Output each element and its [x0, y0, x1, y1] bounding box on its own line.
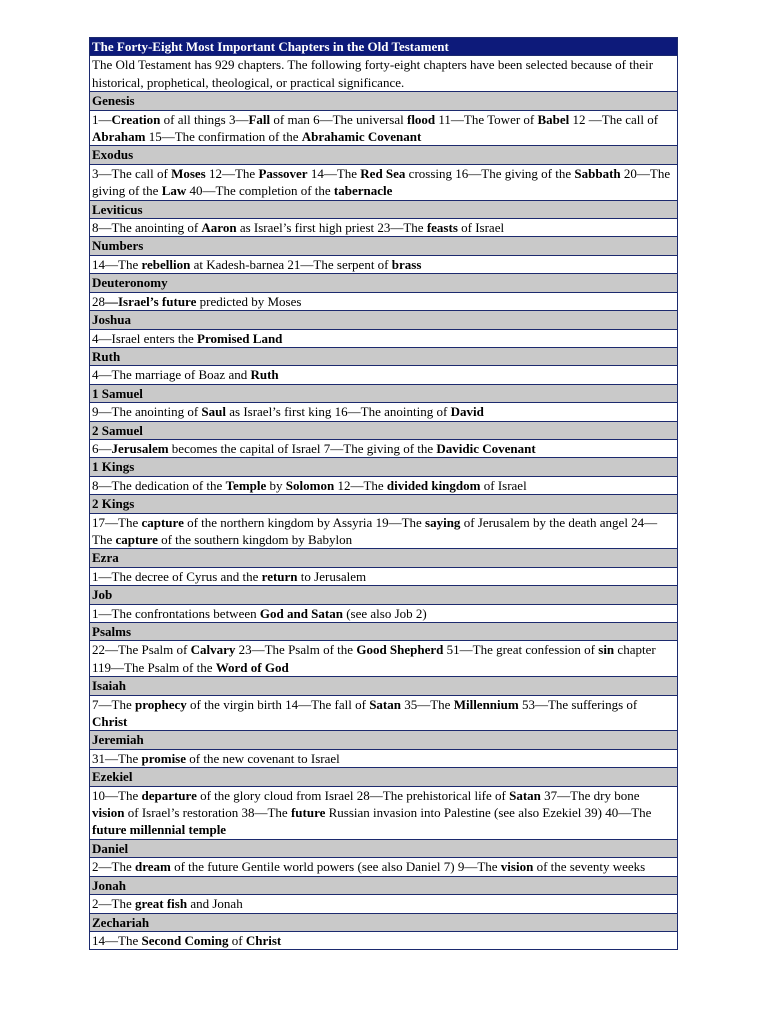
chapter-row — [90, 695, 678, 731]
title-row — [90, 38, 678, 56]
chapter-row — [90, 476, 678, 494]
chapter-row — [90, 255, 678, 273]
chapter-text: predicted by Moses — [196, 293, 302, 309]
chapter-text: 14—The — [307, 165, 361, 181]
emphasis-text: Ruth — [250, 367, 279, 383]
book-name-daniel: Daniel — [90, 839, 678, 857]
chapter-text: 14—The — [92, 932, 142, 948]
emphasis-text: Christ — [92, 714, 128, 730]
chapter-text: of Jerusalem by the death angel 24—The — [92, 514, 658, 547]
chapter-row — [90, 931, 678, 949]
book-name-genesis: Genesis — [90, 92, 678, 110]
chapter-row — [90, 439, 678, 457]
chapter-text: 3—The call of — [92, 165, 172, 181]
chapter-text: crossing 16—The giving of the — [405, 165, 575, 181]
chapters-jonah — [90, 895, 678, 913]
chapters-daniel — [90, 858, 678, 876]
emphasis-text: vision — [92, 805, 125, 821]
chapter-text: 40—The completion of the — [186, 183, 334, 199]
emphasis-text: Passover — [258, 165, 308, 181]
chapter-text: 20—The giving of the — [92, 165, 671, 199]
chapter-text: 12—The — [205, 165, 259, 181]
book-header-row — [90, 913, 678, 931]
chapter-text: of Israel — [480, 477, 527, 493]
chapter-text: of the seventy weeks — [533, 859, 646, 875]
book-header-row — [90, 458, 678, 476]
book-header-row — [90, 839, 678, 857]
book-name-ezra: Ezra — [90, 549, 678, 567]
table-title: The Forty-Eight Most Important Chapters in the Old Testament — [90, 38, 678, 56]
emphasis-text: Saul — [201, 404, 226, 420]
chapter-text: of the virgin birth 14—The fall of — [186, 696, 370, 712]
chapter-text: 14—The — [92, 256, 142, 272]
chapter-row — [90, 513, 678, 549]
emphasis-text: future millennial temple — [92, 822, 227, 838]
chapter-row — [90, 749, 678, 767]
chapter-text: of the glory cloud from Israel 28—The prehistorical life of — [196, 787, 510, 803]
emphasis-text: —Israel’s future — [105, 293, 197, 309]
book-name-1-samuel: 1 Samuel — [90, 384, 678, 402]
book-name-ezekiel: Ezekiel — [90, 768, 678, 786]
chapters-joshua — [90, 329, 678, 347]
book-name-ruth: Ruth — [90, 347, 678, 365]
book-header-row — [90, 495, 678, 513]
emphasis-text: Calvary — [190, 642, 236, 658]
chapter-row — [90, 164, 678, 200]
chapter-text: and Jonah — [187, 896, 243, 912]
book-name-psalms: Psalms — [90, 623, 678, 641]
emphasis-text: Satan — [509, 787, 541, 803]
emphasis-text: Second Coming — [141, 932, 229, 948]
chapter-text: 22—The Psalm of — [92, 642, 191, 658]
chapters-2-samuel — [90, 439, 678, 457]
chapter-text: of the future Gentile world powers (see also Daniel 7) 9—The — [170, 859, 501, 875]
chapters-ezekiel — [90, 786, 678, 839]
chapter-row — [90, 858, 678, 876]
chapter-text: of Israel — [457, 220, 505, 236]
chapters-2-kings — [90, 513, 678, 549]
chapter-text: 11—The Tower of — [435, 111, 538, 127]
chapters-ezra — [90, 567, 678, 585]
emphasis-text: Jerusalem — [111, 440, 169, 456]
emphasis-text: Law — [161, 183, 187, 199]
chapter-text: at Kadesh-barnea 21—The serpent of — [190, 256, 392, 272]
emphasis-text: Sabbath — [574, 165, 621, 181]
emphasis-text: divided kingdom — [386, 477, 481, 493]
book-name-1-kings: 1 Kings — [90, 458, 678, 476]
chapter-row — [90, 403, 678, 421]
chapter-text: of the southern kingdom by Babylon — [157, 531, 353, 547]
chapter-row — [90, 786, 678, 839]
emphasis-text: capture — [115, 531, 158, 547]
chapter-text: chapter 119—The Psalm of the — [92, 642, 656, 675]
emphasis-text: vision — [500, 859, 534, 875]
chapter-text: of the northern kingdom by Assyria 19—The — [183, 514, 426, 530]
book-header-row — [90, 274, 678, 292]
chapters-zechariah — [90, 931, 678, 949]
book-header-row — [90, 731, 678, 749]
emphasis-text: prophecy — [134, 696, 187, 712]
chapter-text: 17—The — [92, 514, 142, 530]
chapters-genesis — [90, 110, 678, 146]
chapters-deuteronomy — [90, 292, 678, 310]
intro-row — [90, 56, 678, 92]
book-header-row — [90, 677, 678, 695]
emphasis-text: capture — [141, 514, 184, 530]
chapter-text: 7—The — [92, 696, 135, 712]
chapters-leviticus — [90, 219, 678, 237]
book-name-joshua: Joshua — [90, 311, 678, 329]
chapter-text: 8—The anointing of — [92, 220, 202, 236]
book-header-row — [90, 347, 678, 365]
chapter-text: 1—The confrontations between — [92, 605, 260, 621]
book-name-isaiah: Isaiah — [90, 677, 678, 695]
emphasis-text: Abrahamic Covenant — [301, 129, 422, 145]
chapter-text: 10—The — [92, 787, 142, 803]
emphasis-text: Abraham — [92, 129, 146, 145]
emphasis-text: departure — [141, 787, 197, 803]
emphasis-text: flood — [406, 111, 436, 127]
chapter-row — [90, 366, 678, 384]
emphasis-text: Aaron — [201, 220, 237, 236]
chapter-text: to Jerusalem — [297, 568, 367, 584]
chapter-text: 15—The confirmation of the — [145, 129, 302, 145]
book-name-jonah: Jonah — [90, 876, 678, 894]
emphasis-text: tabernacle — [333, 183, 393, 199]
chapters-isaiah — [90, 695, 678, 731]
chapters-1-kings — [90, 476, 678, 494]
emphasis-text: Fall — [248, 111, 271, 127]
chapters-table — [89, 37, 678, 950]
chapters-exodus — [90, 164, 678, 200]
chapter-text: 8—The dedication of the — [92, 477, 226, 493]
chapter-text: becomes the capital of Israel 7—The giving of the — [168, 440, 437, 456]
book-name-2-samuel: 2 Samuel — [90, 421, 678, 439]
emphasis-text: Word of God — [215, 659, 289, 675]
chapters-table-body — [90, 38, 678, 950]
chapter-text: 28 — [92, 293, 105, 309]
chapters-psalms — [90, 641, 678, 677]
book-header-row — [90, 92, 678, 110]
chapter-text: 51—The great confession of — [443, 642, 599, 658]
chapter-text: 37—The dry bone — [540, 787, 640, 803]
chapter-text: of all things 3— — [160, 111, 249, 127]
chapters-1-samuel — [90, 403, 678, 421]
emphasis-text: promise — [141, 750, 187, 766]
chapter-text: (see also Job 2) — [342, 605, 427, 621]
chapter-text: of man 6—The universal — [270, 111, 407, 127]
chapter-text: 4—Israel enters the — [92, 330, 198, 346]
chapter-text: 2—The — [92, 859, 135, 875]
emphasis-text: Davidic Covenant — [436, 440, 536, 456]
emphasis-text: Millennium — [453, 696, 519, 712]
chapter-text: 12—The — [334, 477, 387, 493]
emphasis-text: Creation — [111, 111, 161, 127]
emphasis-text: future — [290, 805, 326, 821]
emphasis-text: rebellion — [141, 256, 191, 272]
book-header-row — [90, 623, 678, 641]
chapter-text: 12 —The call of — [569, 111, 659, 127]
emphasis-text: dream — [134, 859, 171, 875]
book-header-row — [90, 146, 678, 164]
book-header-row — [90, 421, 678, 439]
emphasis-text: Solomon — [285, 477, 335, 493]
emphasis-text: saying — [425, 514, 461, 530]
emphasis-text: sin — [598, 642, 615, 658]
chapter-text: 2—The — [92, 896, 135, 912]
chapter-row — [90, 329, 678, 347]
chapter-text: of Israel’s restoration 38—The — [124, 805, 291, 821]
emphasis-text: Christ — [245, 932, 282, 948]
chapter-text: of — [228, 932, 246, 948]
book-header-row — [90, 311, 678, 329]
chapters-ruth — [90, 366, 678, 384]
chapter-row — [90, 292, 678, 310]
emphasis-text: feasts — [426, 220, 458, 236]
book-header-row — [90, 768, 678, 786]
chapters-jeremiah — [90, 749, 678, 767]
book-header-row — [90, 237, 678, 255]
book-header-row — [90, 876, 678, 894]
book-name-leviticus: Leviticus — [90, 200, 678, 218]
emphasis-text: Satan — [369, 696, 401, 712]
chapter-text: as Israel’s first high priest 23—The — [236, 220, 427, 236]
chapter-row — [90, 219, 678, 237]
emphasis-text: Temple — [225, 477, 267, 493]
chapters-numbers — [90, 255, 678, 273]
chapter-text: 31—The — [92, 750, 142, 766]
emphasis-text: great fish — [134, 896, 188, 912]
book-name-deuteronomy: Deuteronomy — [90, 274, 678, 292]
chapter-text: 6— — [92, 440, 112, 456]
emphasis-text: Moses — [171, 165, 206, 181]
book-name-numbers: Numbers — [90, 237, 678, 255]
chapters-job — [90, 604, 678, 622]
book-name-2-kings: 2 Kings — [90, 495, 678, 513]
emphasis-text: Promised Land — [197, 330, 283, 346]
chapter-text: 23—The Psalm of the — [235, 642, 357, 658]
chapter-text: 35—The — [400, 696, 454, 712]
chapter-text: 1—The decree of Cyrus and the — [92, 568, 262, 584]
emphasis-text: Babel — [537, 111, 570, 127]
emphasis-text: return — [261, 568, 298, 584]
chapter-text: by — [266, 477, 286, 493]
chapter-row — [90, 567, 678, 585]
chapter-text: 1— — [92, 111, 112, 127]
emphasis-text: brass — [391, 256, 422, 272]
chapter-text: 4—The marriage of Boaz and — [92, 367, 251, 383]
emphasis-text: David — [450, 404, 484, 420]
emphasis-text: Red Sea — [360, 165, 406, 181]
book-header-row — [90, 200, 678, 218]
intro-text: The Old Testament has 929 chapters. The following forty-eight chapters have been selected because of their historical, prophetical, theological, or practical significance. — [90, 56, 678, 92]
chapter-text: of the new covenant to Israel — [186, 750, 340, 766]
chapter-text: as Israel’s first king 16—The anointing of — [225, 404, 451, 420]
book-header-row — [90, 549, 678, 567]
book-header-row — [90, 384, 678, 402]
book-header-row — [90, 586, 678, 604]
chapter-text: Russian invasion into Palestine (see also Ezekiel 39) 40—The — [325, 805, 652, 821]
book-name-exodus: Exodus — [90, 146, 678, 164]
emphasis-text: Good Shepherd — [356, 642, 444, 658]
chapter-row — [90, 604, 678, 622]
chapter-row — [90, 110, 678, 146]
book-name-zechariah: Zechariah — [90, 913, 678, 931]
book-name-jeremiah: Jeremiah — [90, 731, 678, 749]
chapter-text: 53—The sufferings of — [518, 696, 638, 712]
emphasis-text: God and Satan — [259, 605, 343, 621]
chapter-row — [90, 895, 678, 913]
chapter-row — [90, 641, 678, 677]
book-name-job: Job — [90, 586, 678, 604]
chapter-text: 9—The anointing of — [92, 404, 202, 420]
